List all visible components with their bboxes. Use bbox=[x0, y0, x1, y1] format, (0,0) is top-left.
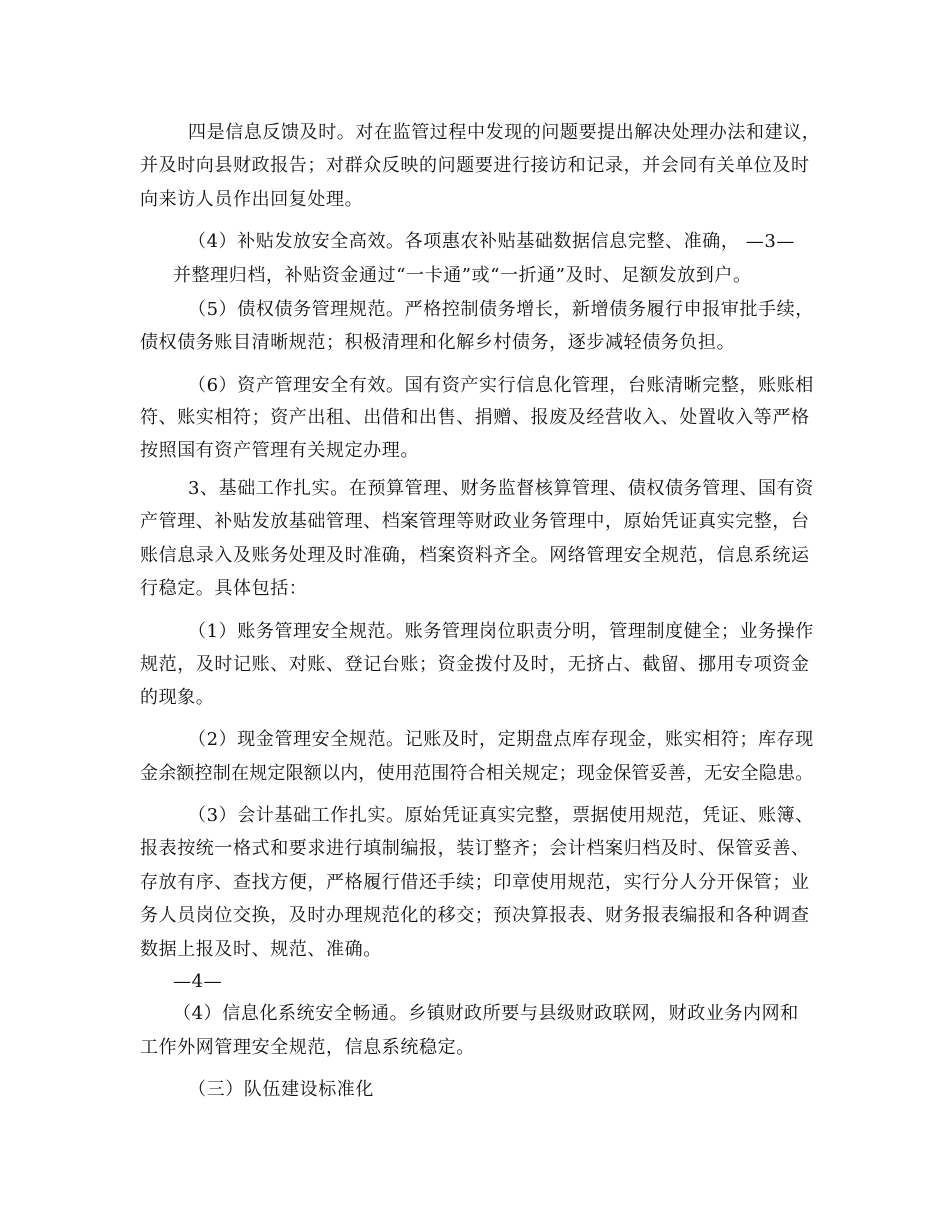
text-line: 产管理、补贴发放基础管理、档案管理等财政业务管理中，原始凭证真实完整，台 bbox=[140, 511, 810, 532]
text-line: 符、账实相符；资产出租、出借和出售、捐赠、报废及经营收入、处置收入等严格 bbox=[140, 407, 810, 428]
text-line: 存放有序、查找方便，严格履行借还手续；印章使用规范，实行分人分开保管；业 bbox=[140, 872, 810, 893]
text-line: 报表按统一格式和要求进行填制编报，装订整齐；会计档案归档及时、保管妥善、 bbox=[140, 838, 810, 859]
text-line: （4）信息化系统安全畅通。乡镇财政所要与县级财政联网，财政业务内网和 bbox=[173, 1003, 799, 1024]
page-number: —4— bbox=[173, 971, 223, 992]
text-line: 并整理归档，补贴资金通过“一卡通”或“一折通”及时、足额发放到户。 bbox=[173, 265, 752, 286]
text-line: 四是信息反馈及时。对在监管过程中发现的问题要提出解决处理办法和建议， bbox=[188, 122, 821, 143]
text-line: 行稳定。具体包括： bbox=[140, 578, 308, 599]
text-line: 按照国有资产管理有关规定办理。 bbox=[140, 440, 419, 461]
text-line: 债权债务账目清晰规范；积极清理和化解乡村债务，逐步减轻债务负担。 bbox=[140, 332, 736, 353]
section-heading: （三）队伍建设标准化 bbox=[188, 1079, 374, 1100]
text-line: （2）现金管理安全规范。记账及时，定期盘点库存现金，账实相符；库存现 bbox=[188, 729, 814, 750]
text-line: （4）补贴发放安全高效。各项惠农补贴基础数据信息完整、准确， —3— bbox=[188, 231, 796, 252]
text-line: 规范，及时记账、对账、登记台账；资金拨付及时，无挤占、截留、挪用专项资金 bbox=[140, 654, 810, 675]
text-line: 向来访人员作出回复处理。 bbox=[140, 189, 364, 210]
text-line: （1）账务管理安全规范。账务管理岗位职责分明，管理制度健全；业务操作 bbox=[188, 621, 814, 642]
text-line: 工作外网管理安全规范，信息系统稳定。 bbox=[140, 1037, 475, 1058]
text-line: 金余额控制在规定限额以内，使用范围符合相关规定；现金保管妥善，无安全隐患。 bbox=[140, 763, 814, 784]
text-line: （5）债权债务管理规范。严格控制债务增长，新增债务履行申报审批手续， bbox=[188, 299, 814, 320]
text-line: 的现象。 bbox=[140, 687, 215, 708]
text-line: 并及时向县财政报告；对群众反映的问题要进行接访和记录，并会同有关单位及时 bbox=[140, 155, 810, 176]
text-line: （6）资产管理安全有效。国有资产实行信息化管理，台账清晰完整，账账相 bbox=[188, 375, 814, 396]
text-line: 3、基础工作扎实。在预算管理、财务监督核算管理、债权债务管理、国有资 bbox=[188, 478, 814, 499]
text-line: （3）会计基础工作扎实。原始凭证真实完整，票据使用规范，凭证、账簿、 bbox=[188, 805, 814, 826]
text-line: 务人员岗位交换，及时办理规范化的移交；预决算报表、财务报表编报和各种调查 bbox=[140, 905, 810, 926]
text-line: 账信息录入及账务处理及时准确，档案资料齐全。网络管理安全规范，信息系统运 bbox=[140, 545, 810, 566]
text-line: 数据上报及时、规范、准确。 bbox=[140, 939, 382, 960]
